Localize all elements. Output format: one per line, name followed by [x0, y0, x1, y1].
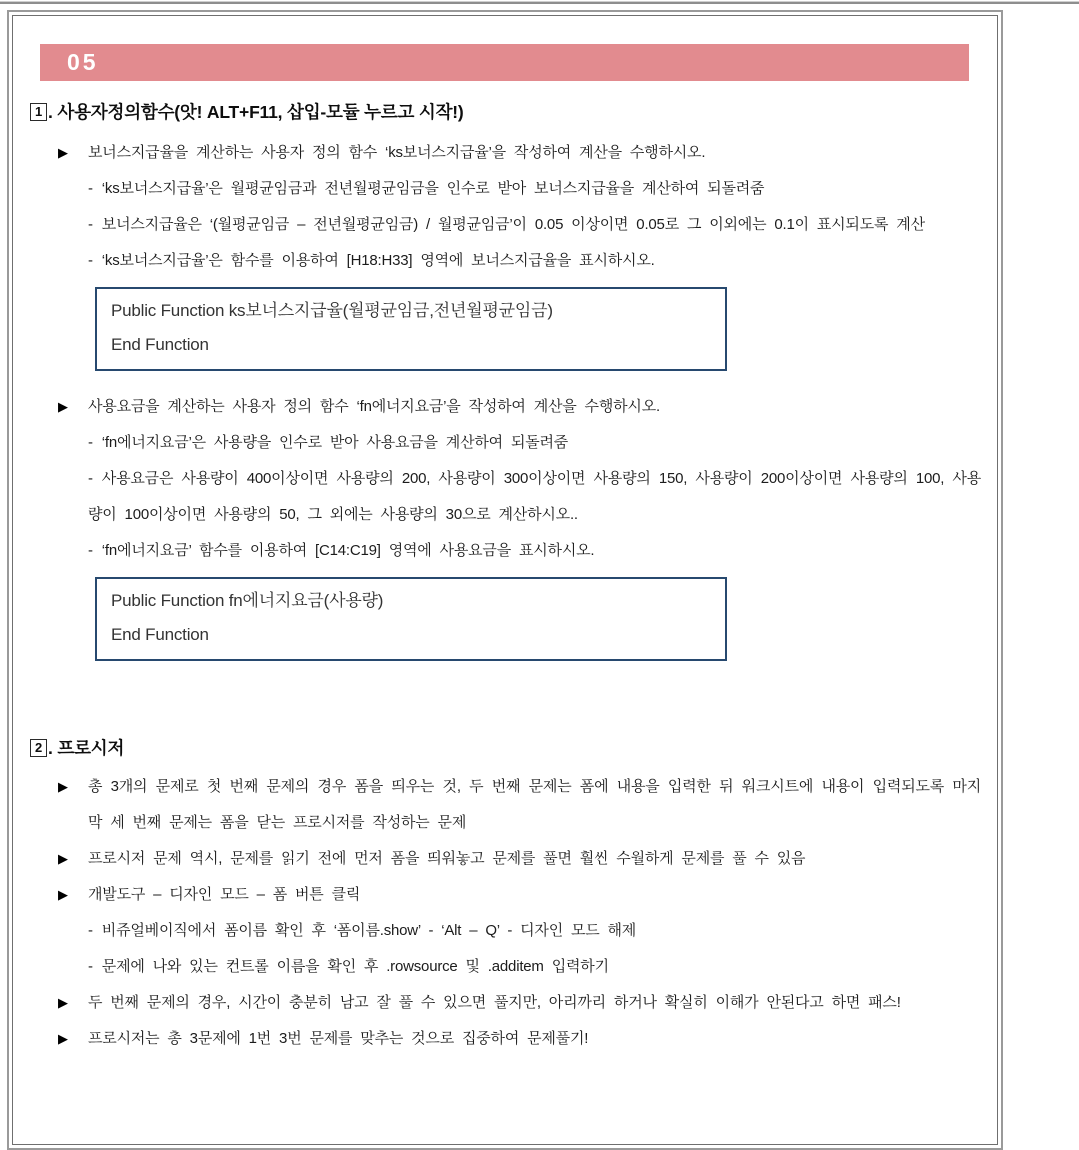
bullet-text: 보너스지급율을 계산하는 사용자 정의 함수 ‘ks보너스지급율’을 작성하여 계산을 수행하시오.	[88, 144, 706, 161]
top-separator-line	[0, 1, 1079, 4]
dash-marker: -	[88, 180, 93, 197]
dash-text: 비쥬얼베이직에서 폼이름 확인 후 ‘폼이름.show’ - ‘Alt – Q’ - 디자인 모드 해제	[101, 922, 637, 939]
page-border-outer	[7, 10, 1003, 1150]
dash-text: 보너스지급율은 ‘(월평균임금 – 전년월평균임금) / 월평균임금’이 0.05 이상이면 0.05로 그 이외에는 0.1이 표시되도록 계산	[101, 216, 925, 233]
code-line: Public Function ks보너스지급율(월평균임금,전년월평균임금)	[111, 301, 553, 320]
bullet-text: 개발도구 – 디자인 모드 – 폼 버튼 클릭	[88, 886, 361, 903]
code-line: End Function	[111, 335, 209, 354]
dash-text: 사용요금은 사용량이 400이상이면 사용량의 200, 사용량이 300이상이면 사용량의 150, 사용량이 200이상이면 사용량의 100, 사용량이 100이상이면 사용량의 50, 그 외에는 사용량의 30으로 계산하시오..	[88, 470, 981, 523]
section-2-heading	[30, 735, 983, 761]
bullet-text: 프로시저 문제 역시, 문제를 읽기 전에 먼저 폼을 띄워놓고 문제를 풀면 훨씬 수월하게 문제를 풀 수 있음	[88, 850, 806, 867]
bullet-item	[58, 135, 981, 171]
dash-item	[88, 243, 981, 279]
dash-marker: -	[88, 958, 93, 975]
chapter-header-bar	[40, 44, 969, 81]
dash-item	[88, 949, 981, 985]
dash-text: ‘ks보너스지급율’은 월평균임금과 전년월평균임금을 인수로 받아 보너스지급율을 계산하여 되돌려줌	[101, 180, 765, 197]
dash-item	[88, 207, 981, 243]
bullet-item	[58, 841, 981, 877]
section-1-number-box: 1	[30, 103, 47, 121]
bullet-item	[58, 1021, 981, 1057]
dash-marker: -	[88, 542, 93, 559]
dash-text: 문제에 나와 있는 컨트롤 이름을 확인 후 .rowsource 및 .additem 입력하기	[101, 958, 609, 975]
dash-text: ‘fn에너지요금’ 함수를 이용하여 [C14:C19] 영역에 사용요금을 표시하시오.	[101, 542, 595, 559]
dash-marker: -	[88, 922, 93, 939]
vba-code-box	[95, 287, 727, 371]
triangle-bullet-icon: ▶	[58, 995, 68, 1010]
bullet-text: 사용요금을 계산하는 사용자 정의 함수 ‘fn에너지요금’을 작성하여 계산을 수행하시오.	[88, 398, 660, 415]
document-page	[12, 15, 998, 1145]
dash-text: ‘fn에너지요금’은 사용량을 인수로 받아 사용요금을 계산하여 되돌려줌	[101, 434, 569, 451]
triangle-bullet-icon: ▶	[58, 145, 68, 160]
section-2-title: 프로시저	[57, 738, 125, 758]
section-1-heading	[30, 99, 983, 125]
bullet-item	[58, 769, 981, 841]
triangle-bullet-icon: ▶	[58, 1031, 68, 1046]
bullet-item	[58, 985, 981, 1021]
triangle-bullet-icon: ▶	[58, 779, 68, 794]
dash-item	[88, 913, 981, 949]
bullet-text: 두 번째 문제의 경우, 시간이 충분히 남고 잘 풀 수 있으면 풀지만, 아리까리 하거나 확실히 이해가 안된다고 하면 패스!	[88, 994, 901, 1011]
code-line: Public Function fn에너지요금(사용량)	[111, 591, 384, 610]
section-2-number-box: 2	[30, 739, 47, 757]
code-line: End Function	[111, 625, 209, 644]
vba-code-box	[95, 577, 727, 661]
bullet-text: 프로시저는 총 3문제에 1번 3번 문제를 맞추는 것으로 집중하여 문제풀기!	[88, 1030, 589, 1047]
dash-marker: -	[88, 216, 93, 233]
section-1-title: 사용자정의함수(앗! ALT+F11, 삽입-모듈 누르고 시작!)	[57, 102, 464, 122]
bullet-item	[58, 389, 981, 425]
dash-item	[88, 425, 981, 461]
bullet-text: 총 3개의 문제로 첫 번째 문제의 경우 폼을 띄우는 것, 두 번째 문제는 폼에 내용을 입력한 뒤 워크시트에 내용이 입력되도록 마지막 세 번째 문제는 폼을 닫는 프로시저를 작성하는 문제	[88, 778, 981, 831]
dash-marker: -	[88, 470, 93, 487]
dash-item	[88, 171, 981, 207]
dash-item	[88, 533, 981, 569]
bullet-item	[58, 877, 981, 913]
section-2-number-dot: .	[48, 738, 53, 758]
dash-text: ‘ks보너스지급율’은 함수를 이용하여 [H18:H33] 영역에 보너스지급율을 표시하시오.	[101, 252, 655, 269]
triangle-bullet-icon: ▶	[58, 851, 68, 866]
dash-item	[88, 461, 981, 533]
chapter-number: 05	[67, 49, 99, 75]
triangle-bullet-icon: ▶	[58, 887, 68, 902]
dash-marker: -	[88, 434, 93, 451]
section-1-number-dot: .	[48, 102, 53, 122]
triangle-bullet-icon: ▶	[58, 399, 68, 414]
dash-marker: -	[88, 252, 93, 269]
